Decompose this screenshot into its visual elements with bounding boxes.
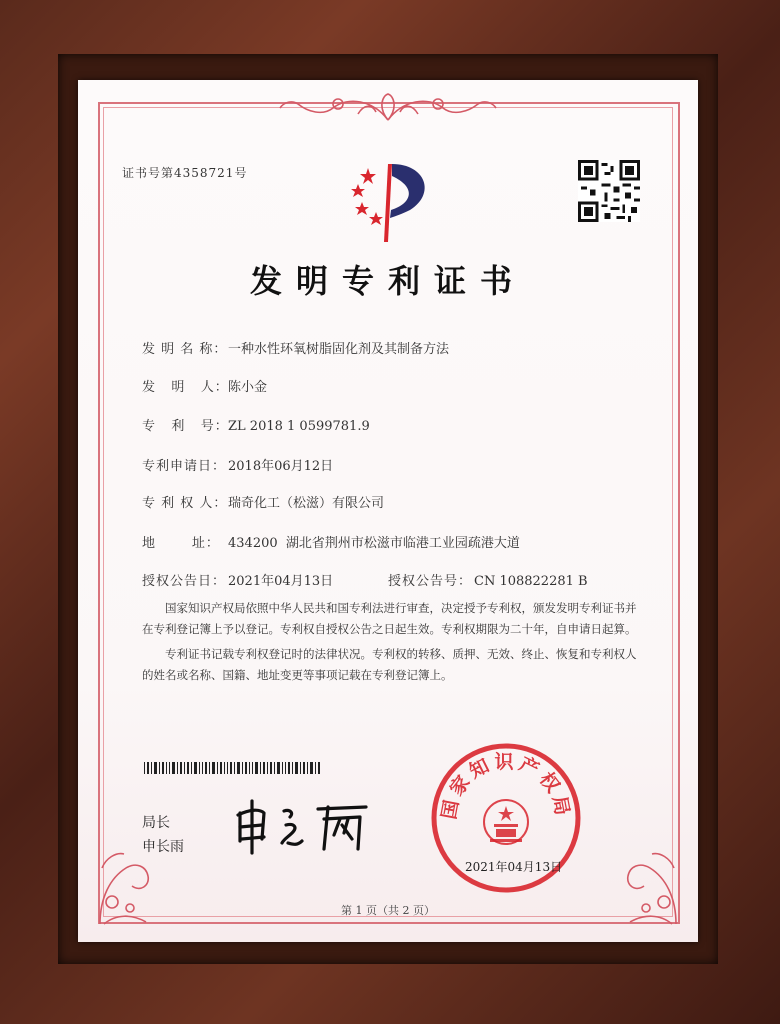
inventor-row [142,376,267,395]
address-row [142,532,520,551]
filing-date-row [142,455,333,474]
grant-date-value: 2021年04月13日 [228,574,334,589]
inventor-label: 发 明 人： [142,380,229,395]
director-title: 局长 [142,815,170,831]
grant-date-row [142,570,588,589]
invention-name-label: 发 明 名 称： [142,342,228,357]
filing-date-value: 2018年06月12日 [228,459,334,474]
inventor-value: 陈小金 [228,380,268,395]
top-ornament-icon [278,90,498,124]
page-number: 第 1 页（共 2 页） [341,904,435,917]
patent-number-label: 专 利 号： [142,419,229,434]
certificate-paper [78,80,698,942]
cnipa-logo-icon [336,154,446,244]
filing-date-label: 专利申请日： [142,459,227,474]
seal-date: 2021年04月13日 [465,860,563,874]
seal-text: 国家知识产权局 [438,751,574,821]
barcode-icon [144,762,320,774]
patent-number-row [142,415,370,434]
legal-paragraph-2: 专利证书记载专利权登记时的法律状况。专利权的转移、质押、无效、终止、恢复和专利权人的姓名或名称、国籍、地址变更等事项记载在专利登记簿上。 [142,647,637,682]
invention-name-value: 一种水性环氧树脂固化剂及其制备方法 [228,342,450,357]
grant-date-label: 授权公告日： [142,574,227,589]
grant-number-value: CN 108822281 B [474,574,588,589]
grant-number-label: 授权公告号： [388,574,473,589]
invention-name-row [142,338,449,357]
director-signature-icon [228,795,378,855]
certificate-number: 证书号第4358721号 [122,166,248,180]
director-name: 申长雨 [142,839,184,855]
address-label: 地 址： [142,536,220,551]
qr-code-icon [578,160,640,222]
patent-number-value: ZL 2018 1 0599781.9 [228,419,370,434]
patentee-value: 瑞奇化工（松滋）有限公司 [228,496,385,511]
patentee-row [142,492,384,511]
certificate-title: 发明专利证书 [249,262,526,300]
legal-text [142,598,642,686]
patentee-label: 专 利 权 人： [142,496,228,511]
legal-paragraph-1: 国家知识产权局依照中华人民共和国专利法进行审查，决定授予专利权，颁发发明专利证书并在专利登记簿上予以登记。专利权自授权公告之日起生效。专利权期限为二十年，自申请日起算。 [142,601,637,636]
address-value: 434200 湖北省荆州市松滋市临港工业园疏港大道 [228,536,520,551]
